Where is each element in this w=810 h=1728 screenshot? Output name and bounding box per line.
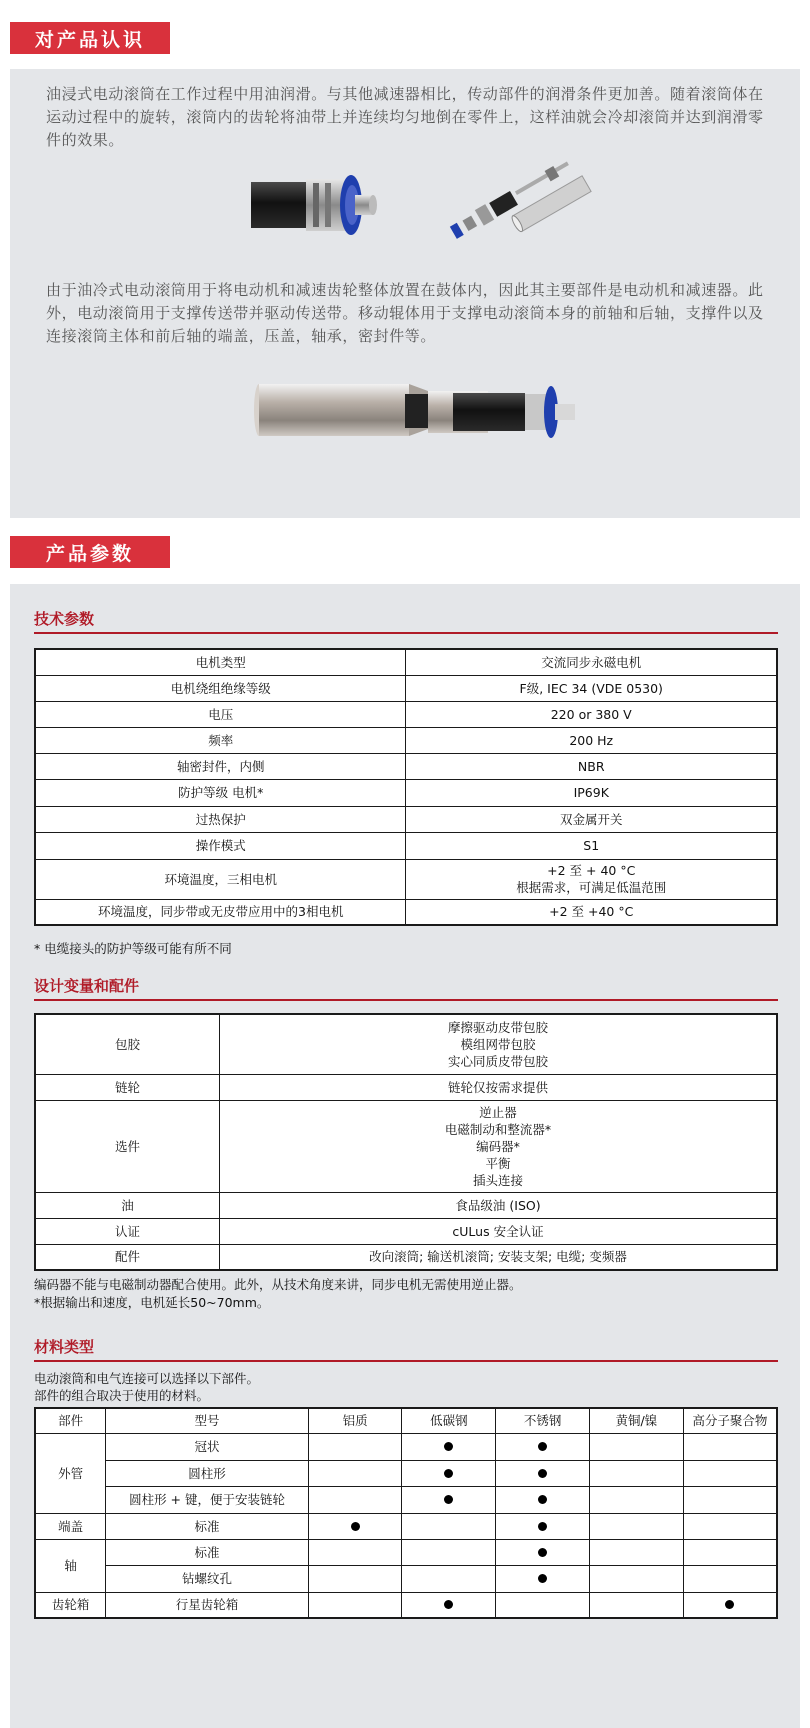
cell (496, 1565, 590, 1592)
design-key: 油 (35, 1192, 220, 1218)
cell (683, 1460, 777, 1486)
design-value: 链轮仅按需求提供 (220, 1074, 778, 1100)
design-value-line: 插头连接 (472, 1172, 523, 1188)
param-value: +2 至 +40 °C (406, 899, 777, 925)
table-row (35, 779, 777, 806)
component-cell: 外管 (35, 1433, 106, 1513)
material-heading: 材料类型 (34, 1338, 95, 1356)
param-value-line: +2 至 + 40 °C (547, 863, 636, 878)
material-intro-1: 电动滚筒和电气连接可以选择以下部件。 (34, 1371, 260, 1386)
column-header: 部件 (35, 1408, 106, 1433)
column-header: 高分子聚合物 (683, 1408, 777, 1433)
table-row (35, 1433, 777, 1460)
design-key: 认证 (35, 1218, 220, 1244)
param-key: 电机类型 (35, 649, 406, 675)
availability-dot (538, 1522, 547, 1531)
cell (402, 1513, 496, 1539)
param-key: 防护等级 电机* (35, 779, 406, 806)
cell (683, 1433, 777, 1460)
column-header: 低碳钢 (402, 1408, 496, 1433)
param-key: 轴密封件，内侧 (35, 753, 406, 779)
material-table (34, 1407, 778, 1619)
table-row (35, 859, 777, 899)
design-table (34, 1013, 778, 1271)
design-value: cULus 安全认证 (220, 1218, 778, 1244)
model-cell: 行星齿轮箱 (106, 1592, 308, 1618)
param-value: 双金属开关 (406, 806, 777, 832)
cell (496, 1460, 590, 1486)
tech-heading-rule (34, 632, 778, 634)
cell (402, 1460, 496, 1486)
availability-dot (444, 1600, 453, 1609)
table-row (35, 806, 777, 832)
table-header-row (35, 1408, 777, 1433)
cell (496, 1539, 590, 1565)
cell (683, 1565, 777, 1592)
table-row (35, 1539, 777, 1565)
design-value (220, 1100, 778, 1192)
component-cell: 端盖 (35, 1513, 106, 1539)
table-row (35, 899, 777, 925)
design-value-line: 逆止器 (479, 1104, 517, 1120)
availability-dot (725, 1600, 734, 1609)
table-row (35, 1592, 777, 1618)
cell (683, 1513, 777, 1539)
params-panel (10, 584, 800, 1728)
cell (308, 1565, 402, 1592)
param-value: NBR (406, 753, 777, 779)
design-value-line: 编码器* (476, 1138, 520, 1154)
tech-table (34, 648, 778, 926)
model-cell: 圆柱形 + 键，便于安装链轮 (106, 1486, 308, 1513)
component-cell: 齿轮箱 (35, 1592, 106, 1618)
param-key: 环境温度，三相电机 (35, 859, 406, 899)
table-row (35, 1218, 777, 1244)
table-row (35, 1565, 777, 1592)
availability-dot (538, 1574, 547, 1583)
table-row (35, 1486, 777, 1513)
param-value: 200 Hz (406, 727, 777, 753)
tech-footnote: * 电缆接头的防护等级可能有所不同 (34, 941, 232, 956)
availability-dot (444, 1469, 453, 1478)
model-cell: 钻螺纹孔 (106, 1565, 308, 1592)
cell (496, 1486, 590, 1513)
design-key: 包胶 (35, 1014, 220, 1074)
section-tag-product-params: 产品参数 (10, 536, 170, 568)
intro-paragraph-2: 由于油冷式电动滚筒用于将电动机和减速齿轮整体放置在鼓体内，因此其主要部件是电动机和减速器。此外，电动滚筒用于支撑传送带并驱动传送带。移动辊体用于支撑电动滚筒本身的前轴和后轴，支撑件以及连接滚筒主体和前后轴的端盖，压盖，轴承，密封件等。 (46, 281, 764, 345)
design-value-line: 摩擦驱动皮带包胶 (447, 1019, 548, 1035)
param-value: S1 (406, 832, 777, 859)
table-row (35, 1100, 777, 1192)
cell (496, 1513, 590, 1539)
section-tag-product-intro: 对产品认识 (10, 22, 170, 54)
param-value: IP69K (406, 779, 777, 806)
param-key: 频率 (35, 727, 406, 753)
design-value-line: 实心同质皮带包胶 (447, 1053, 548, 1069)
design-value (220, 1014, 778, 1074)
design-key: 链轮 (35, 1074, 220, 1100)
component-cell: 轴 (35, 1539, 106, 1592)
cell (496, 1592, 590, 1618)
design-note-1: 编码器不能与电磁制动器配合使用。此外，从技术角度来讲，同步电机无需使用逆止器。 (34, 1277, 522, 1292)
availability-dot (538, 1469, 547, 1478)
availability-dot (444, 1442, 453, 1451)
design-key: 配件 (35, 1244, 220, 1270)
cell (402, 1433, 496, 1460)
availability-dot (538, 1495, 547, 1504)
design-heading: 设计变量和配件 (34, 977, 140, 995)
cell (683, 1486, 777, 1513)
param-value (406, 859, 777, 899)
table-row (35, 649, 777, 675)
column-header: 铝质 (308, 1408, 402, 1433)
design-value-line: 电磁制动和整流器* (444, 1121, 552, 1137)
model-cell: 圆柱形 (106, 1460, 308, 1486)
design-note-2: *根据输出和速度，电机延长50~70mm。 (34, 1295, 270, 1310)
design-value: 改向滚筒; 输送机滚筒; 安装支架; 电缆; 变频器 (220, 1244, 778, 1270)
param-key: 电压 (35, 701, 406, 727)
table-row (35, 675, 777, 701)
cell (308, 1539, 402, 1565)
design-heading-rule (34, 999, 778, 1001)
cell (308, 1592, 402, 1618)
table-row (35, 1014, 777, 1074)
cell (683, 1539, 777, 1565)
cell (402, 1539, 496, 1565)
param-value: F级, IEC 34 (VDE 0530) (406, 675, 777, 701)
material-intro-2: 部件的组合取决于使用的材料。 (34, 1388, 210, 1403)
table-row (35, 1244, 777, 1270)
cell (496, 1433, 590, 1460)
model-cell: 冠状 (106, 1433, 308, 1460)
design-value: 食品级油 (ISO) (220, 1192, 778, 1218)
param-value: 220 or 380 V (406, 701, 777, 727)
roller-cutaway-image (251, 169, 381, 243)
cell (402, 1592, 496, 1618)
cell (589, 1460, 683, 1486)
table-row (35, 832, 777, 859)
table-row (35, 1192, 777, 1218)
cell (589, 1539, 683, 1565)
cell (308, 1460, 402, 1486)
availability-dot (351, 1522, 360, 1531)
cell (308, 1513, 402, 1539)
design-value-line: 模组网带包胶 (460, 1036, 536, 1052)
cell (402, 1565, 496, 1592)
table-row (35, 1074, 777, 1100)
table-row (35, 753, 777, 779)
param-key: 环境温度，同步带或无皮带应用中的3相电机 (35, 899, 406, 925)
intro-paragraph-1: 油浸式电动滚筒在工作过程中用油润滑。与其他减速器相比，传动部件的润滑条件更加善。随着滚筒体在运动过程中的旋转，滚筒内的齿轮将油带上并连续均匀地倒在零件上，这样油就会冷却滚筒并达到润滑零件的效果。 (46, 85, 764, 149)
intro-panel (10, 69, 800, 518)
param-key: 过热保护 (35, 806, 406, 832)
roller-exploded-image (426, 149, 594, 249)
model-cell: 标准 (106, 1513, 308, 1539)
column-header: 不锈钢 (496, 1408, 590, 1433)
availability-dot (538, 1442, 547, 1451)
model-cell: 标准 (106, 1539, 308, 1565)
param-key: 操作模式 (35, 832, 406, 859)
table-row (35, 1513, 777, 1539)
cell (589, 1565, 683, 1592)
cell (308, 1486, 402, 1513)
cell (589, 1486, 683, 1513)
column-header: 型号 (106, 1408, 308, 1433)
cell (308, 1433, 402, 1460)
tech-heading: 技术参数 (34, 610, 95, 628)
roller-full-image (253, 374, 593, 454)
cell (683, 1592, 777, 1618)
design-value-line: 平衡 (485, 1155, 511, 1171)
cell (589, 1433, 683, 1460)
cell (589, 1592, 683, 1618)
cell (589, 1513, 683, 1539)
availability-dot (444, 1495, 453, 1504)
param-key: 电机绕组绝缘等级 (35, 675, 406, 701)
availability-dot (538, 1548, 547, 1557)
design-key: 选件 (35, 1100, 220, 1192)
param-value-line: 根据需求，可满足低温范围 (516, 880, 667, 895)
material-heading-rule (34, 1360, 778, 1362)
table-row (35, 727, 777, 753)
table-row (35, 701, 777, 727)
table-row (35, 1460, 777, 1486)
param-value: 交流同步永磁电机 (406, 649, 777, 675)
cell (402, 1486, 496, 1513)
column-header: 黄铜/镍 (589, 1408, 683, 1433)
